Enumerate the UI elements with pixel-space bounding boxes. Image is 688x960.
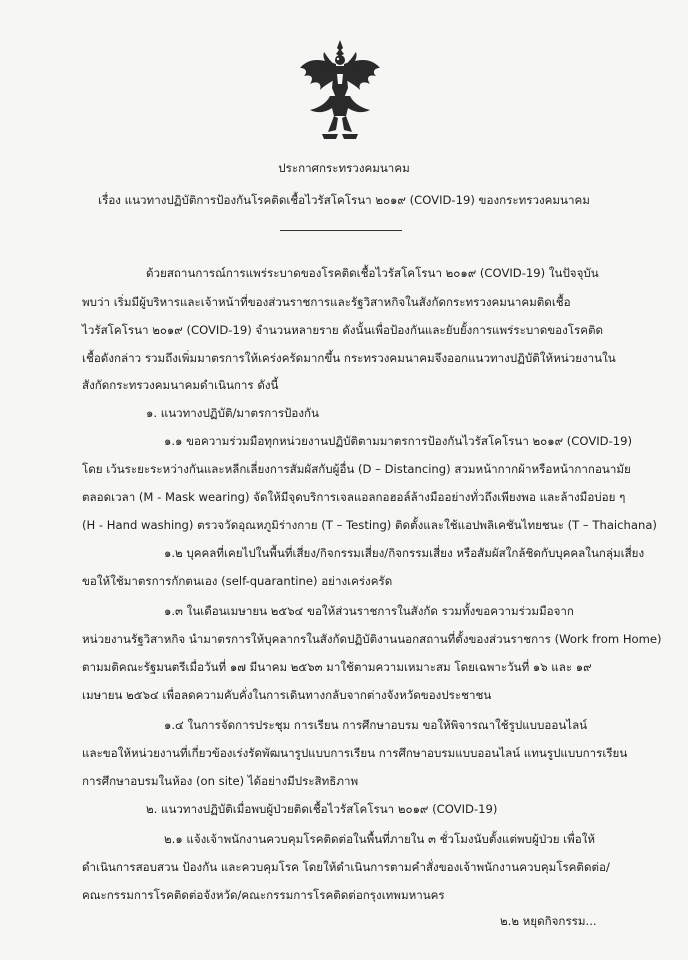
paragraph-line: ๑.๒ บุคคลที่เคยไปในพื้นที่เสี่ยง/กิจกรรมเสี่ยง/กิจกรรมเสี่ยง หรือสัมผัสใกล้ชิดกับบุคคลในกลุ่มเสี่ยง <box>164 546 645 560</box>
paragraph-line: และขอให้หน่วยงานที่เกี่ยวข้องเร่งรัดพัฒนารูปแบบการเรียน การศึกษาอบรมแบบออนไลน์ แทนรูปแบบการเรียน <box>82 746 628 760</box>
paragraph-line: ดำเนินการสอบสวน ป้องกัน และควบคุมโรค โดยให้ดำเนินการตามคำสั่งของเจ้าพนักงานควบคุมโรคติดต่อ/ <box>82 860 610 874</box>
paragraph-line: (H - Hand washing) ตรวจวัดอุณหภูมิร่างกาย (T – Testing) ติดตั้งและใช้แอปพลิเคชันไทยชนะ (T – Thaichana) <box>82 518 657 532</box>
paragraph-line: ตลอดเวลา (M - Mask wearing) จัดให้มีจุดบริการเจลแอลกอฮอล์ล้างมืออย่างทั่วถึงเพียงพอ และล้างมือบ่อย ๆ <box>82 490 626 504</box>
paragraph-line: ๒.๑ แจ้งเจ้าพนักงานควบคุมโรคติดต่อในพื้นที่ภายใน ๓ ชั่วโมงนับตั้งแต่พบผู้ป่วย เพื่อให้ <box>164 832 596 846</box>
paragraph-line: เชื้อดังกล่าว รวมถึงเพิ่มมาตรการให้เคร่งครัดมากขึ้น กระทรวงคมนาคมจึงออกแนวทางปฏิบัติให้หน่วยงานใน <box>82 351 616 365</box>
paragraph-line: การศึกษาอบรมในห้อง (on site) ได้อย่างมีประสิทธิภาพ <box>82 774 359 788</box>
section-heading: ๑. แนวทางปฏิบัติ/มาตรการป้องกัน <box>146 406 319 420</box>
paragraph-line: ขอให้ใช้มาตรการกักตนเอง (self-quarantine) อย่างเคร่งครัด <box>82 574 393 588</box>
divider <box>280 230 402 231</box>
paragraph-line: สังกัดกระทรวงคมนาคมดำเนินการ ดังนี้ <box>82 378 279 392</box>
paragraph-line: เมษายน ๒๕๖๔ เพื่อลดความคับคั่งในการเดินทางกลับจากต่างจังหวัดของประชาชน <box>82 688 492 702</box>
paragraph-line: ๑.๔ ในการจัดการประชุม การเรียน การศึกษาอบรม ขอให้พิจารณาใช้รูปแบบออนไลน์ <box>164 718 588 732</box>
announcement-title: ประกาศกระทรวงคมนาคม <box>278 161 410 175</box>
paragraph-line: ตามมติคณะรัฐมนตรีเมื่อวันที่ ๑๗ มีนาคม ๒๕๖๓ มาใช้ตามความเหมาะสม โดยเฉพาะวันที่ ๑๖ และ ๑๙ <box>82 660 592 674</box>
paragraph-line: ๑.๑ ขอความร่วมมือทุกหน่วยงานปฏิบัติตามมาตรการป้องกันไวรัสโคโรนา ๒๐๑๙ (COVID-19) <box>164 434 633 448</box>
subject-line: เรื่อง แนวทางปฏิบัติการป้องกันโรคติดเชื้อไวรัสโคโรนา ๒๐๑๙ (COVID-19) ของกระทรวงคมนาคม <box>98 193 590 207</box>
paragraph-line: พบว่า เริ่มมีผู้บริหารและเจ้าหน้าที่ของส่วนราชการและรัฐวิสาหกิจในสังกัดกระทรวงคมนาคมติดเชื้อ <box>82 295 571 309</box>
paragraph-line: หน่วยงานรัฐวิสาหกิจ นำมาตรการให้บุคลากรในสังกัดปฏิบัติงานนอกสถานที่ตั้งของส่วนราชการ (Work from Home) <box>82 632 662 646</box>
paragraph-line: ๑.๓ ในเดือนเมษายน ๒๕๖๔ ขอให้ส่วนราชการในสังกัด รวมทั้งขอความร่วมมือจาก <box>164 604 574 618</box>
paragraph-line: ด้วยสถานการณ์การแพร่ระบาดของโรคติดเชื้อไวรัสโคโรนา ๒๐๑๙ (COVID-19) ในปัจจุบัน <box>146 266 599 280</box>
continuation-marker: ๒.๒ หยุดกิจกรรม... <box>500 914 597 928</box>
section-heading: ๒. แนวทางปฏิบัติเมื่อพบผู้ป่วยติดเชื้อไวรัสโคโรนา ๒๐๑๙ (COVID-19) <box>146 802 498 816</box>
paragraph-line: ไวรัสโคโรนา ๒๐๑๙ (COVID-19) จำนวนหลายราย ดังนั้นเพื่อป้องกันและยับยั้งการแพร่ระบาดของโรคติด <box>82 323 604 337</box>
paragraph-line: คณะกรรมการโรคติดต่อจังหวัด/คณะกรรมการโรคติดต่อกรุงเทพมหานคร <box>82 888 445 902</box>
paragraph-line: โดย เว้นระยะระหว่างกันและหลีกเลี่ยงการสัมผัสกับผู้อื่น (D – Distancing) สวมหน้ากากผ้าหรือหน้ากากอนามัย <box>82 462 631 476</box>
garuda-emblem-icon <box>296 38 384 142</box>
